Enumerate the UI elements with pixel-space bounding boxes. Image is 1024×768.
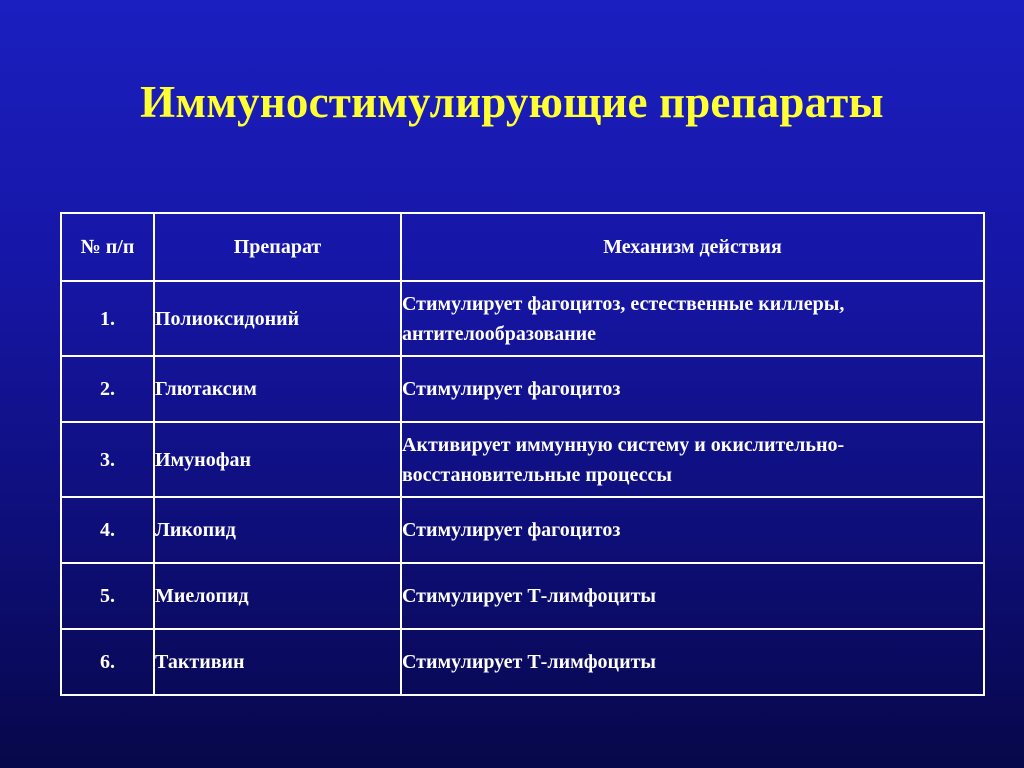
row-number: 6.	[61, 629, 154, 695]
table-header-row	[61, 213, 984, 281]
row-number: 3.	[61, 422, 154, 497]
row-mechanism: Стимулирует фагоцитоз, естественные киллеры, антителообразование	[401, 281, 984, 356]
row-mechanism: Активирует иммунную систему и окислительно-восстановительные процессы	[401, 422, 984, 497]
row-drug: Миелопид	[154, 563, 401, 629]
row-mechanism: Стимулирует фагоцитоз	[401, 356, 984, 422]
header-mechanism: Механизм действия	[401, 213, 984, 281]
row-drug: Имунофан	[154, 422, 401, 497]
row-mechanism: Стимулирует Т-лимфоциты	[401, 563, 984, 629]
row-number: 5.	[61, 563, 154, 629]
row-drug: Полиоксидоний	[154, 281, 401, 356]
row-drug: Тактивин	[154, 629, 401, 695]
row-number: 4.	[61, 497, 154, 563]
table-row	[61, 497, 984, 563]
row-number: 2.	[61, 356, 154, 422]
table-row	[61, 281, 984, 356]
row-mechanism: Стимулирует Т-лимфоциты	[401, 629, 984, 695]
header-drug: Препарат	[154, 213, 401, 281]
table-row	[61, 356, 984, 422]
drug-table	[60, 212, 985, 696]
row-number: 1.	[61, 281, 154, 356]
row-drug: Ликопид	[154, 497, 401, 563]
table-row	[61, 422, 984, 497]
header-number: № п/п	[61, 213, 154, 281]
row-mechanism: Стимулирует фагоцитоз	[401, 497, 984, 563]
table-row	[61, 629, 984, 695]
slide-title: Иммуностимулирующие препараты	[140, 77, 884, 127]
table-row	[61, 563, 984, 629]
row-drug: Глютаксим	[154, 356, 401, 422]
